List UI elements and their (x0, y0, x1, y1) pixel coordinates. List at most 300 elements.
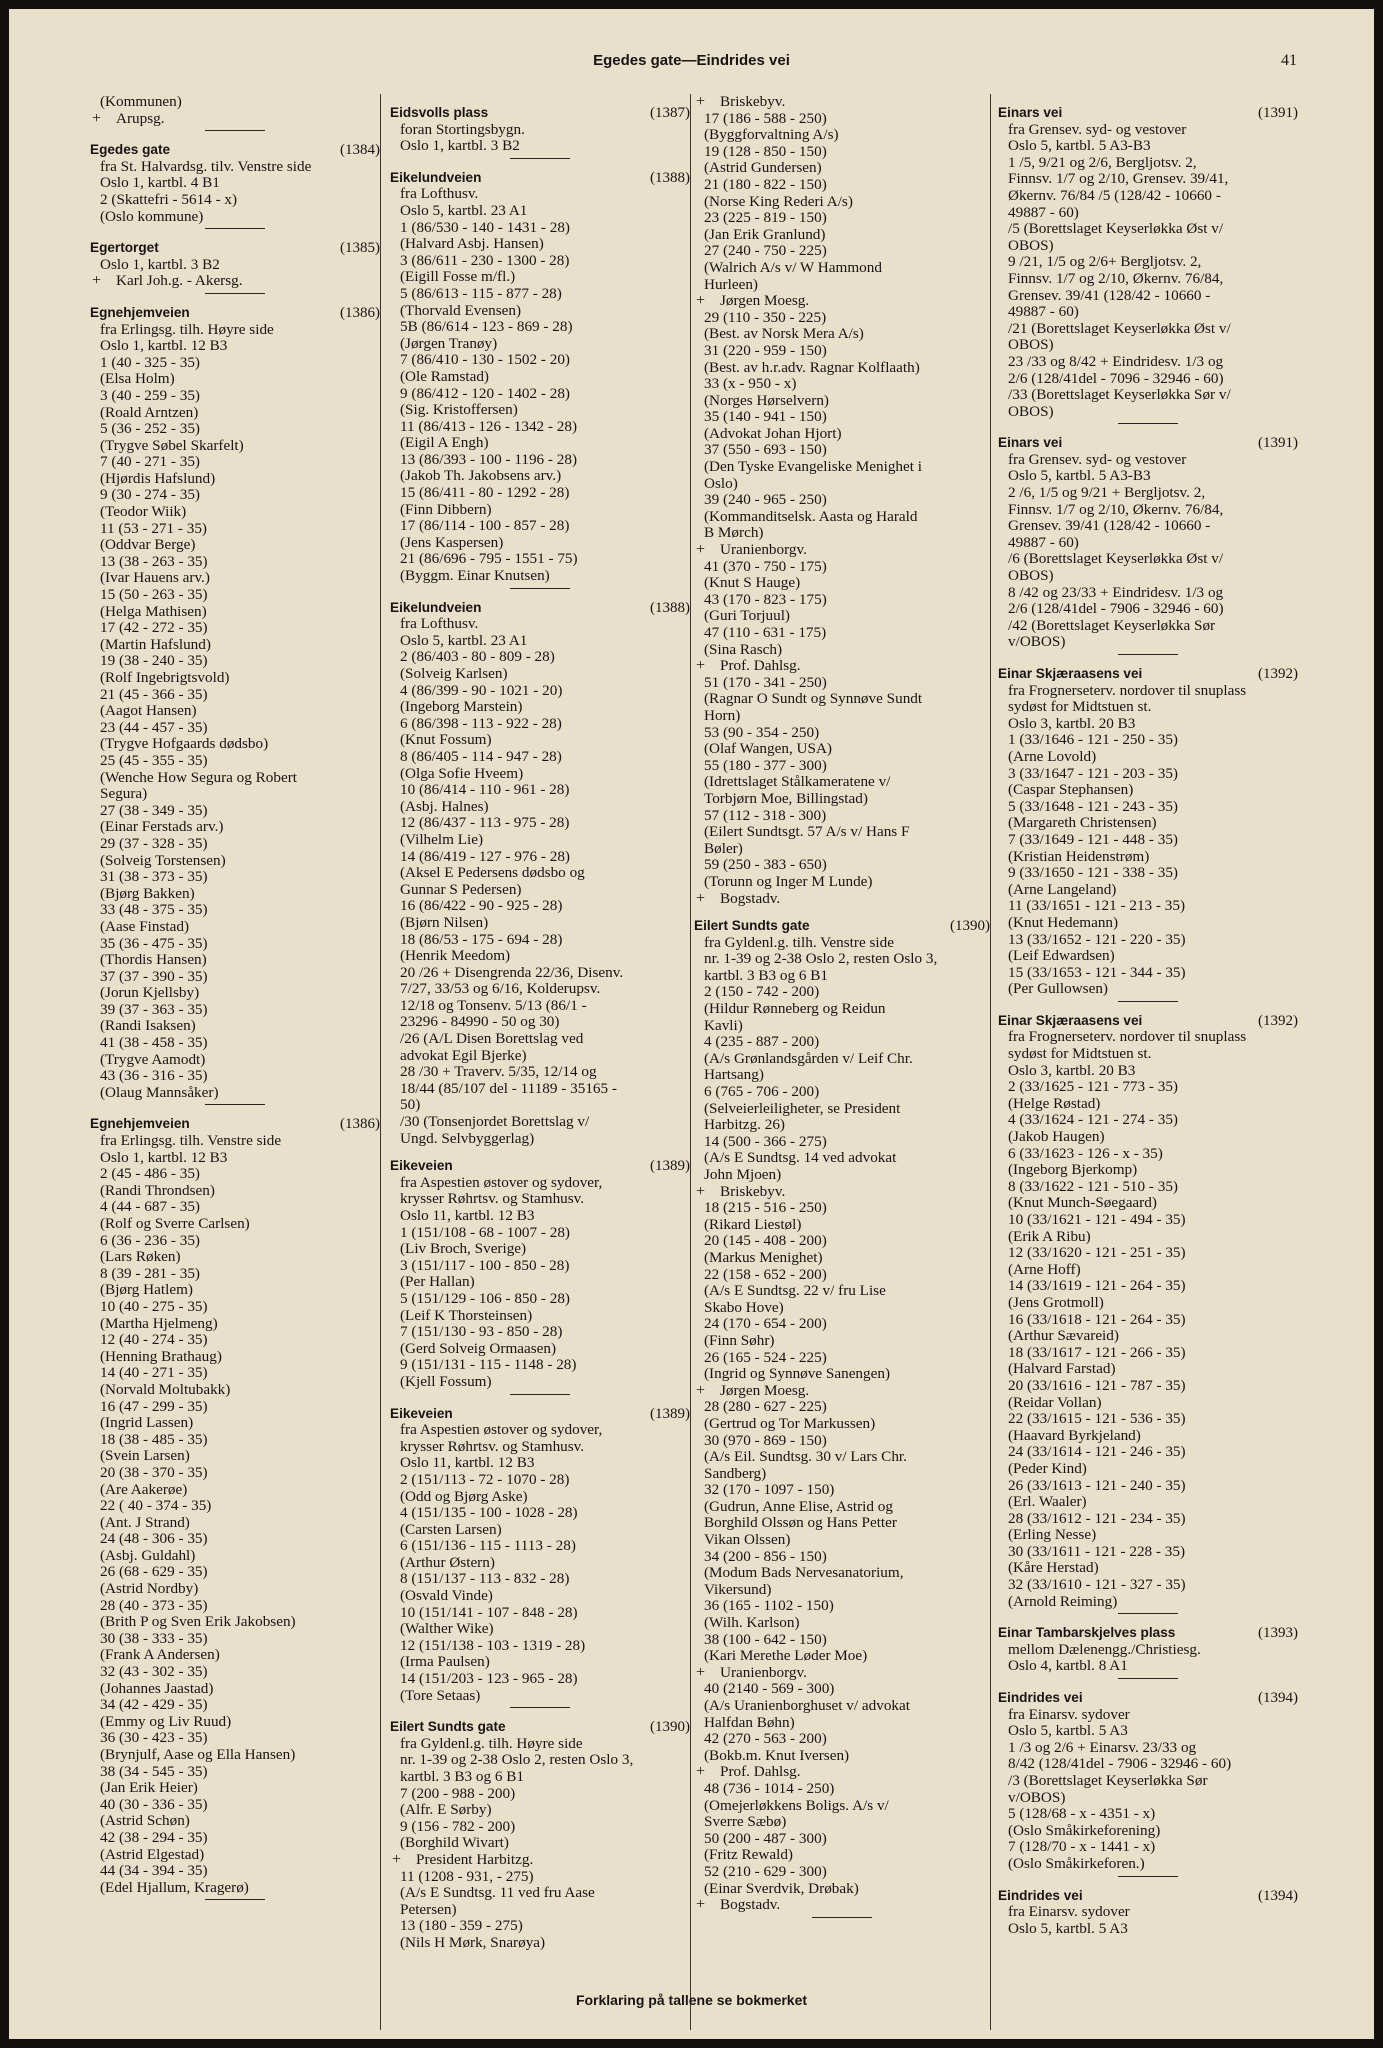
property-line: 30 (970 - 869 - 150) (704, 1431, 827, 1449)
property-line: 28 (280 - 627 - 225) (704, 1398, 827, 1416)
property-line: 10 (86/414 - 110 - 961 - 28) (400, 781, 570, 799)
property-line: 2 (45 - 486 - 35) (100, 1165, 200, 1183)
street-description: Oslo 5, kartbl. 5 A3 (1008, 1722, 1128, 1740)
street-name: Eilert Sundts gate (390, 1719, 506, 1735)
street-description: Oslo 5, kartbl. 5 A3-B3 (1008, 467, 1151, 485)
street-description: Oslo 3, kartbl. 20 B3 (1008, 1061, 1136, 1079)
property-line: (Jens Kaspersen) (400, 533, 504, 551)
property-line: 36 (165 - 1102 - 150) (704, 1597, 834, 1615)
street-name: Egertorget (90, 240, 159, 256)
property-line: (Kåre Herstad) (1008, 1559, 1099, 1577)
cross-street: + Briskebyv. (694, 94, 990, 111)
street-name: Eikeveien (390, 1405, 453, 1421)
street-code: (1388) (650, 169, 690, 186)
street-name: Einars vei (998, 435, 1063, 451)
street-description: Finnsv. 1/7 og 2/10, Økernv. 76/84, (1008, 269, 1224, 287)
property-line: (Svein Larsen) (100, 1447, 190, 1465)
property-line: 8 (151/137 - 113 - 832 - 28) (400, 1570, 570, 1588)
property-line: 15 (86/411 - 80 - 1292 - 28) (400, 484, 570, 502)
property-line: (Ragnar O Sundt og Synnøve Sundt (704, 690, 923, 708)
property-line: (Sina Rasch) (704, 640, 783, 658)
property-line: (Tore Setaas) (400, 1686, 481, 1704)
cross-street: + Karl Joh.g. - Akersg. (90, 273, 380, 290)
property-line: /42 (Borettslaget Keyserløkka Sør (1008, 616, 1216, 634)
street-heading (90, 240, 380, 257)
property-line: 33 (x - 950 - x) (704, 375, 797, 393)
street-heading (998, 1690, 1298, 1707)
property-line: (Rolf og Sverre Carlsen) (100, 1215, 250, 1232)
property-line: (Modum Bads Nervesanatorium, (704, 1564, 904, 1582)
section-divider (510, 588, 570, 589)
property-line: 30 (38 - 333 - 35) (100, 1629, 208, 1647)
cross-street: + Jørgen Moesg. (694, 293, 990, 310)
property-line: (Aase Finstad) (100, 917, 189, 935)
page-footer: Forklaring på tallene se bokmerket (575, 1992, 808, 2008)
property-line: 1 /5, 9/21 og 2/6, Bergljotsv. 2, (1008, 153, 1197, 171)
street-description: fra Aspestien østover og sydover, (400, 1421, 603, 1439)
property-line: 22 (158 - 652 - 200) (704, 1265, 827, 1283)
street-description: 12/18 og Tonsenv. 5/13 (86/1 - (400, 996, 587, 1014)
property-line: 7 (128/70 - x - 1441 - x) (1008, 1838, 1156, 1856)
property-line: (Byggforvaltning A/s) (704, 126, 839, 144)
property-line: (Per Gullowsen) (1008, 980, 1108, 998)
section-divider (812, 1917, 872, 1918)
street-name: Eindrides vei (998, 1690, 1083, 1706)
property-line: Sverre Sæbø) (704, 1813, 787, 1831)
property-line: 29 (110 - 350 - 225) (704, 308, 827, 326)
property-line: 32 (170 - 1097 - 150) (704, 1481, 835, 1499)
property-line: (Hjørdis Hafslund) (100, 469, 216, 487)
property-line: (A/s E Sundtsg. 14 ved advokat (704, 1149, 897, 1167)
property-line: 4 (151/135 - 100 - 1028 - 28) (400, 1504, 578, 1522)
cross-street: + Jørgen Moesg. (694, 1383, 990, 1400)
property-line: 52 (210 - 629 - 300) (704, 1862, 827, 1880)
street-description: Oslo 5, kartbl. 23 A1 (400, 631, 528, 649)
property-line: (Ant. J Strand) (100, 1513, 190, 1531)
property-line: 32 (33/1610 - 121 - 327 - 35) (1008, 1576, 1186, 1594)
property-line: 1 (33/1646 - 121 - 250 - 35) (1008, 731, 1178, 749)
property-line: /3 (Borettslaget Keyserløkka Sør (1008, 1772, 1208, 1789)
street-description: sydøst for Midtstuen st. (1008, 1045, 1152, 1063)
property-line: 12 (86/437 - 113 - 975 - 28) (400, 814, 570, 832)
property-line: (Erik A Ribu) (1008, 1227, 1091, 1245)
property-line: 21 (45 - 366 - 35) (100, 685, 208, 703)
property-line: 6 (765 - 706 - 200) (704, 1083, 820, 1101)
property-line: Borghild Olssøn og Hans Petter (704, 1514, 897, 1532)
property-line: (Caspar Stephansen) (1008, 781, 1134, 799)
street-name: Einars vei (998, 105, 1063, 120)
street-description: fra Frognerseterv. nordover til snuplass (1008, 1028, 1247, 1046)
property-line: (Solveig Torstensen) (100, 851, 226, 869)
property-line: (Aksel E Pedersens dødsbo og (400, 864, 585, 882)
property-line: Halfdan Bøhn) (704, 1713, 795, 1731)
property-line: 26 (68 - 629 - 35) (100, 1563, 208, 1581)
property-line: (Bjørg Bakken) (100, 884, 195, 902)
column-1 (90, 94, 381, 2030)
property-line: 9 /21, 1/5 og 2/6+ Bergljotsv. 2, (1008, 253, 1202, 271)
street-code: (1394) (1258, 1690, 1298, 1707)
street-heading (998, 435, 1298, 452)
street-description: krysser Røhrtsv. og Stamhusv. (400, 1190, 585, 1208)
property-line: 8 (33/1622 - 121 - 510 - 35) (1008, 1177, 1178, 1195)
property-line: (Guri Torjuul) (704, 607, 790, 625)
property-line: (Norvald Moltubakk) (100, 1380, 231, 1398)
property-line: (Finn Søhr) (704, 1331, 775, 1349)
property-line: (Arthur Østern) (400, 1553, 495, 1571)
property-line: 9 (86/412 - 120 - 1402 - 28) (400, 384, 570, 402)
street-heading (998, 1625, 1298, 1642)
property-line: (Jørgen Tranøy) (400, 334, 498, 352)
property-line: 20 (38 - 370 - 35) (100, 1463, 208, 1481)
property-line: (Martha Hjelmeng) (100, 1314, 218, 1332)
property-line: (Irma Paulsen) (400, 1653, 490, 1671)
running-title: Egedes gate—Eindrides vei (593, 52, 790, 69)
property-line: (Halvard Asbj. Hansen) (400, 235, 544, 253)
property-line: (Jan Erik Granlund) (704, 225, 826, 243)
property-line: 17 (42 - 272 - 35) (100, 619, 208, 637)
property-line: 28 (33/1612 - 121 - 234 - 35) (1008, 1509, 1186, 1527)
cross-street: + Prof. Dahlsg. (694, 658, 990, 675)
property-line: 5 (128/68 - x - 4351 - x) (1008, 1805, 1156, 1823)
property-line: 2 (86/403 - 80 - 809 - 28) (400, 648, 555, 666)
property-line: (Wilh. Karlson) (704, 1614, 800, 1632)
property-line: 42 (38 - 294 - 35) (100, 1828, 208, 1846)
property-line: (Haavard Byrkjeland) (1008, 1426, 1141, 1444)
property-line: 1 (40 - 325 - 35) (100, 353, 200, 371)
property-line: 47 (110 - 631 - 175) (704, 624, 827, 641)
property-line: 28 (40 - 373 - 35) (100, 1596, 208, 1614)
property-line: 13 (38 - 263 - 35) (100, 552, 208, 570)
property-line: 11 (53 - 271 - 35) (100, 519, 207, 537)
property-line: 50 (200 - 487 - 300) (704, 1829, 827, 1847)
street-code: (1389) (650, 1158, 690, 1175)
property-line: (Knut Fossum) (400, 731, 492, 749)
property-line: John Mjoen) (704, 1166, 782, 1183)
column-3 (694, 94, 991, 2030)
property-line: 7 (40 - 271 - 35) (100, 453, 200, 471)
property-line: 24 (33/1614 - 121 - 246 - 35) (1008, 1443, 1186, 1461)
property-line: (Martin Hafslund) (100, 635, 211, 653)
property-line: Ungd. Selvbyggerlag) (400, 1129, 535, 1147)
street-description: fra Grensev. syd- og vestover (1008, 450, 1187, 468)
property-line: (Ingrid og Synnøve Sanengen) (704, 1365, 891, 1383)
property-line: (Markus Menighet) (704, 1248, 823, 1266)
property-line: (Einar Ferstads arv.) (100, 818, 224, 836)
street-description: Oslo 5, kartbl. 23 A1 (400, 201, 528, 219)
property-line: 8 (86/405 - 114 - 947 - 28) (400, 747, 562, 765)
street-description: Oslo 1, kartbl. 4 B1 (100, 174, 220, 192)
property-line: (Finn Dibbern) (400, 500, 492, 518)
street-description: kartbl. 3 B3 og 6 B1 (704, 966, 829, 984)
property-line: (Erl. Waaler) (1008, 1493, 1087, 1511)
street-description: fra Einarsv. sydover (1008, 1903, 1130, 1921)
property-line: (Alfr. E Sørby) (400, 1801, 492, 1819)
property-line: 40 (2140 - 569 - 300) (704, 1680, 835, 1698)
street-heading (998, 105, 1298, 122)
property-line: 20 /26 + Disengrenda 22/36, Disenv. (400, 963, 624, 981)
section-divider (205, 1104, 265, 1105)
street-heading (998, 666, 1298, 683)
property-line: 24 (48 - 306 - 35) (100, 1530, 208, 1548)
property-line: Gunnar S Pedersen) (400, 880, 522, 898)
street-code: (1386) (340, 1116, 380, 1133)
property-line: 14 (33/1619 - 121 - 264 - 35) (1008, 1277, 1186, 1295)
street-description: fra Frognerseterv. nordover til snuplass (1008, 681, 1247, 699)
property-line: 51 (170 - 341 - 250) (704, 673, 827, 691)
property-line: Torbjørn Moe, Billingstad) (704, 789, 868, 807)
property-line: (Walrich A/s v/ W Hammond (704, 258, 882, 276)
property-line: (Rikard Liestøl) (704, 1215, 802, 1233)
property-line: 9 (30 - 274 - 35) (100, 486, 200, 504)
property-line: 2 (151/113 - 72 - 1070 - 28) (400, 1470, 570, 1488)
property-line: (Omejerløkkens Boligs. A/s v/ (704, 1796, 889, 1814)
property-line: Kavli) (704, 1016, 743, 1034)
property-line: 12 (33/1620 - 121 - 251 - 35) (1008, 1244, 1186, 1262)
street-code: (1389) (650, 1405, 690, 1422)
property-line: 30 (33/1611 - 121 - 228 - 35) (1008, 1542, 1186, 1560)
section-divider (1118, 1678, 1178, 1679)
property-line: (A/s E Sundtsg. 22 v/ fru Lise (704, 1282, 886, 1300)
property-line: (Olaug Mannsåker) (100, 1083, 219, 1101)
property-line: (Trygve Hofgaards dødsbo) (100, 735, 269, 753)
property-line: 9 (33/1650 - 121 - 338 - 35) (1008, 864, 1178, 882)
property-line: 32 (43 - 302 - 35) (100, 1663, 208, 1681)
property-line: 16 (33/1618 - 121 - 264 - 35) (1008, 1310, 1186, 1328)
property-line: (Randi Throndsen) (100, 1181, 215, 1199)
street-code: (1392) (1258, 666, 1298, 682)
property-line: 6 (86/398 - 113 - 922 - 28) (400, 714, 562, 732)
street-code: (1386) (340, 304, 380, 321)
section-divider (1118, 1001, 1178, 1002)
property-line: OBOS) (1008, 336, 1054, 354)
property-line: (Erling Nesse) (1008, 1526, 1097, 1544)
property-line: 4 (235 - 887 - 200) (704, 1033, 820, 1051)
property-line: Horn) (704, 706, 741, 724)
street-code: (1392) (1258, 1012, 1298, 1029)
property-line: Skabo Hove) (704, 1298, 784, 1316)
property-line: (Margareth Christensen) (1008, 814, 1157, 832)
street-description: fra Erlingsg. tilh. Høyre side (100, 320, 274, 338)
property-line: /33 (Borettslaget Keyserløkka Sør v/ (1008, 386, 1231, 404)
street-code: (1390) (650, 1719, 690, 1736)
street-description: 2/6 (128/41del - 7096 - 32946 - 60) (1008, 369, 1224, 387)
property-line: (Liv Broch, Sverige) (400, 1240, 527, 1258)
property-line: 4 (86/399 - 90 - 1021 - 20) (400, 681, 563, 699)
property-line: (Leif Edwardsen) (1008, 947, 1115, 965)
street-description: fra Lofthusv. (400, 615, 479, 633)
property-line: 37 (37 - 390 - 35) (100, 967, 208, 985)
street-heading (390, 1406, 690, 1423)
property-line: (Knut Hedemann) (1008, 913, 1119, 931)
property-line: (Randi Isaksen) (100, 1017, 196, 1035)
section-divider (1118, 1876, 1178, 1877)
street-description: Oslo 1, kartbl. 12 B3 (100, 337, 228, 355)
property-line: 21 (86/696 - 795 - 1551 - 75) (400, 550, 578, 568)
section-divider (205, 228, 265, 229)
property-line: Sandberg) (704, 1464, 767, 1482)
property-line: OBOS) (1008, 402, 1054, 420)
property-line: (Arne Hoff) (1008, 1260, 1081, 1278)
property-line: 14 (40 - 271 - 35) (100, 1364, 208, 1382)
property-line: (Eilert Sundtsgt. 57 A/s v/ Hans F (704, 823, 910, 841)
property-line: 10 (151/141 - 107 - 848 - 28) (400, 1603, 578, 1621)
street-code: (1391) (1258, 435, 1298, 452)
cross-street: + President Harbitzg. (390, 1852, 690, 1869)
property-line: 34 (200 - 856 - 150) (704, 1547, 827, 1565)
property-line: (Jens Grotmoll) (1008, 1293, 1104, 1311)
property-line: (Bokb.m. Knut Iversen) (704, 1746, 850, 1764)
street-description: fra St. Halvardsg. tilv. Venstre side (100, 157, 312, 175)
property-line: (Kari Merethe Løder Moe) (704, 1647, 868, 1665)
street-description: nr. 1-39 og 2-38 Oslo 2, resten Oslo 3, (704, 950, 938, 968)
property-line: (Reidar Vollan) (1008, 1393, 1102, 1411)
property-line: (Byggm. Einar Knutsen) (400, 567, 550, 585)
property-line: 3 (86/611 - 230 - 1300 - 28) (400, 251, 570, 269)
property-line: (Thorvald Evensen) (400, 301, 522, 319)
street-description: 7/27, 33/53 og 6/16, Kolderupsv. (400, 980, 601, 998)
property-line: Hartsang) (704, 1066, 764, 1084)
property-line: 2 (33/1625 - 121 - 773 - 35) (1008, 1078, 1178, 1096)
property-line: (Trygve Søbel Skarfelt) (100, 436, 244, 454)
property-line: Harbitzg. 26) (704, 1116, 785, 1134)
street-description: fra Lofthusv. (400, 185, 479, 203)
property-line: 2 /6, 1/5 og 9/21 + Bergljotsv. 2, (1008, 484, 1206, 502)
property-line: /6 (Borettslaget Keyserløkka Øst v/ (1008, 550, 1224, 568)
property-line: (Edel Hjallum, Kragerø) (100, 1878, 249, 1896)
property-line: Bøler) (704, 839, 743, 857)
property-line: (Astrid Gundersen) (704, 159, 822, 177)
property-line: 15 (33/1653 - 121 - 344 - 35) (1008, 963, 1186, 981)
property-line: 15 (50 - 263 - 35) (100, 586, 208, 604)
property-line: (Selveierleiligheter, se President (704, 1099, 901, 1117)
property-line: (Astrid Schøn) (100, 1812, 190, 1830)
street-description: 2/6 (128/41del - 7906 - 32946 - 60) (1008, 600, 1224, 618)
property-line: (Teodor Wiik) (100, 503, 187, 521)
street-description: 23296 - 84990 - 50 og 30) (400, 1013, 560, 1031)
street-heading (694, 918, 990, 935)
property-line: 6 (151/136 - 115 - 1113 - 28) (400, 1537, 576, 1555)
property-line: 14 (151/203 - 123 - 965 - 28) (400, 1670, 578, 1688)
street-heading (998, 1888, 1298, 1905)
property-line: 23 /33 og 8/42 + Eindridesv. 1/3 og (1008, 352, 1224, 370)
cross-street: + Uranienborgv. (694, 542, 990, 559)
street-description: 49887 - 60) (1008, 533, 1079, 551)
property-line: (Peder Kind) (1008, 1459, 1087, 1477)
property-line: (Norges Hørselvern) (704, 391, 829, 409)
property-line: (Ingeborg Marstein) (400, 698, 523, 716)
property-line: 26 (33/1613 - 121 - 240 - 35) (1008, 1476, 1186, 1494)
property-line: (Brynjulf, Aase og Ella Hansen) (100, 1746, 296, 1763)
street-description: Finnsv. 1/7 og 2/10, Grensev. 39/41, (1008, 170, 1229, 188)
property-line: 7 (33/1649 - 121 - 448 - 35) (1008, 830, 1178, 848)
property-line: 12 (151/138 - 103 - 1319 - 28) (400, 1636, 586, 1654)
property-line: 25 (45 - 355 - 35) (100, 751, 208, 769)
street-description: 49887 - 60) (1008, 303, 1079, 321)
property-line: 39 (240 - 965 - 250) (704, 491, 827, 509)
property-line: 22 ( 40 - 374 - 35) (100, 1497, 212, 1515)
street-description: 49887 - 60) (1008, 203, 1079, 221)
property-line: Hurleen) (704, 275, 758, 293)
property-line: (Osvald Vinde) (400, 1587, 493, 1605)
property-line: 31 (38 - 373 - 35) (100, 868, 208, 886)
property-line: 28 /30 + Traverv. 5/35, 12/14 og (400, 1063, 597, 1081)
property-line: (Carsten Larsen) (400, 1520, 502, 1538)
property-line: 48 (736 - 1014 - 250) (704, 1779, 835, 1797)
street-name: Egedes gate (90, 142, 171, 158)
street-description: Oslo 5, kartbl. 5 A3-B3 (1008, 137, 1151, 155)
property-line: (Olaf Wangen, USA) (704, 740, 832, 758)
street-description: 8/42 (128/41del - 7906 - 32946 - 60) (1008, 1755, 1232, 1773)
street-heading (90, 142, 380, 159)
property-line: (Idrettslaget Stålkameratene v/ (704, 773, 891, 791)
property-line: OBOS) (1008, 236, 1054, 254)
street-name: Einar Skjæraasens vei (998, 1012, 1143, 1028)
property-line: 16 (47 - 299 - 35) (100, 1397, 208, 1415)
property-line: 17 (186 - 588 - 250) (704, 109, 827, 127)
street-description: fra Grensev. syd- og vestover (1008, 120, 1187, 138)
property-line: 57 (112 - 318 - 300) (704, 806, 827, 824)
property-line: 22 (33/1615 - 121 - 536 - 35) (1008, 1410, 1186, 1428)
street-description: Oslo 5, kartbl. 5 A3 (1008, 1919, 1128, 1937)
street-name: Eikelundveien (390, 599, 482, 615)
property-line: 34 (42 - 429 - 35) (100, 1696, 208, 1714)
property-line: 5 (151/129 - 106 - 850 - 28) (400, 1289, 570, 1307)
property-line: Vikan Olssen) (704, 1531, 791, 1549)
property-line: (Leif K Thorsteinsen) (400, 1306, 533, 1324)
section-divider (205, 130, 265, 131)
property-line: 5 (86/613 - 115 - 877 - 28) (400, 284, 562, 302)
property-line: (Ingeborg Bjerkomp) (1008, 1161, 1138, 1179)
property-line: 39 (37 - 363 - 35) (100, 1000, 208, 1018)
property-line: 36 (30 - 423 - 35) (100, 1729, 208, 1747)
property-line: 11 (1208 - 931, - 275) (400, 1867, 534, 1885)
property-line: (Walther Wike) (400, 1620, 494, 1638)
property-line: 53 (90 - 354 - 250) (704, 723, 820, 741)
property-line: (Sig. Kristoffersen) (400, 401, 518, 419)
property-line: Segura) (100, 785, 148, 803)
property-line: 3 (40 - 259 - 35) (100, 386, 200, 404)
street-description: fra Einarsv. sydover (1008, 1705, 1130, 1723)
property-line: (Oslo Småkirkeforen.) (1008, 1854, 1145, 1872)
property-line: 7 (86/410 - 130 - 1502 - 20) (400, 351, 570, 369)
section-divider (510, 1394, 570, 1395)
property-line: (Hildur Rønneberg og Reidun (704, 1000, 886, 1018)
property-line: (Jorun Kjellsby) (100, 984, 200, 1002)
cross-street: + Arupsg. (90, 111, 380, 128)
street-description: Grensev. 39/41 (128/42 - 10660 - (1008, 286, 1211, 304)
property-line: 31 (220 - 959 - 150) (704, 341, 827, 359)
street-description: Oslo 11, kartbl. 12 B3 (400, 1207, 535, 1224)
street-description: fra Aspestien østover og sydover, (400, 1173, 603, 1191)
street-name: Egnehjemveien (90, 1116, 190, 1132)
property-line: 3 (33/1647 - 121 - 203 - 35) (1008, 764, 1178, 782)
property-line: 18 (215 - 516 - 250) (704, 1199, 827, 1217)
cross-street: + Bogstadv. (694, 891, 990, 908)
property-line: (Bjørn Nilsen) (400, 913, 489, 931)
property-line: (Emmy og Liv Ruud) (100, 1712, 232, 1730)
street-name: Eikelundveien (390, 169, 482, 185)
street-description: (Kommunen) (100, 94, 182, 110)
property-line: (Arne Langeland) (1008, 880, 1117, 898)
property-line: 20 (145 - 408 - 200) (704, 1232, 827, 1250)
property-line: (A/s E Sundtsg. 11 ved fru Aase (400, 1884, 595, 1902)
property-line: /21 (Borettslaget Keyserløkka Øst v/ (1008, 319, 1231, 337)
property-line: 18 (33/1617 - 121 - 266 - 35) (1008, 1343, 1186, 1361)
property-line: 55 (180 - 377 - 300) (704, 756, 827, 774)
property-line: v/OBOS) (1008, 1788, 1066, 1806)
property-line: (Ivar Hauens arv.) (100, 569, 210, 587)
property-line: 2 (150 - 742 - 200) (704, 983, 820, 1001)
